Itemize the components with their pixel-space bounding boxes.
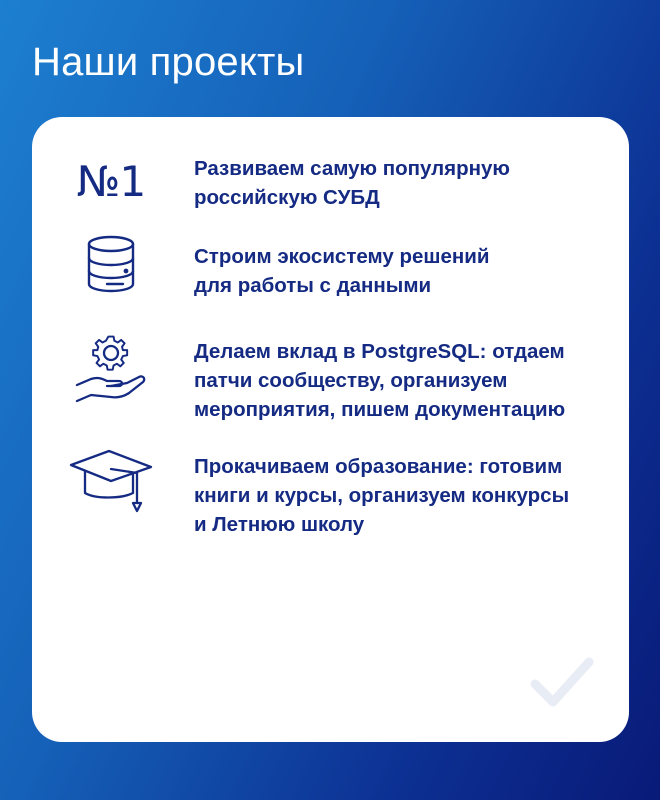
number-one-badge: №1 bbox=[76, 156, 146, 206]
gear-hand-icon bbox=[66, 329, 156, 409]
page-title: Наши проекты bbox=[32, 40, 305, 84]
project-item-text: Делаем вклад в PostgreSQL: отдаем патчи сообществу, организуем мероприятия, пишем документацию bbox=[194, 340, 566, 421]
number-one-icon bbox=[66, 151, 156, 211]
project-item-text: Прокачиваем образование: готовим книги и курсы, организуем конкурсы и Летнюю школу bbox=[194, 455, 570, 536]
database-icon bbox=[66, 235, 156, 295]
projects-card bbox=[32, 117, 629, 742]
graduation-cap-icon bbox=[66, 447, 156, 517]
project-item-text: Строим экосистему решений для работы с данными bbox=[194, 245, 490, 297]
project-item-text: Развиваем самую популярную российскую СУБД bbox=[194, 157, 510, 209]
checkmark-icon bbox=[527, 654, 597, 710]
